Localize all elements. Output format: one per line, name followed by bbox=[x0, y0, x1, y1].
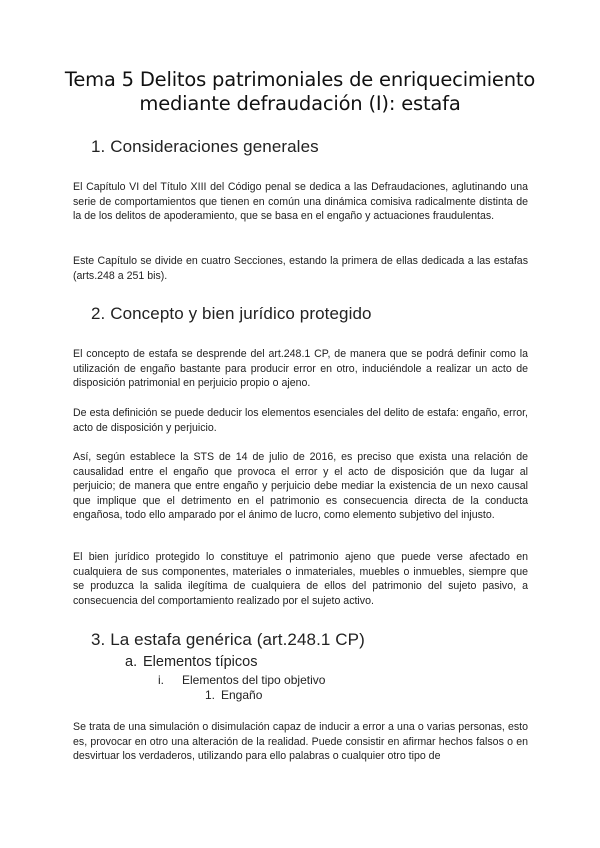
document-title bbox=[40, 68, 560, 116]
subsection-a bbox=[125, 653, 257, 671]
section-heading-3: 3. La estafa genérica (art.248.1 CP) bbox=[91, 630, 365, 649]
section-heading-1: 1. Consideraciones generales bbox=[91, 137, 319, 156]
paragraph: Este Capítulo se divide en cuatro Secciones, estando la primera de ellas dedicada a las estafas (arts.248 a 251 bis). bbox=[73, 255, 528, 282]
paragraph: El bien jurídico protegido lo constituye el patrimonio ajeno que puede verse afectado en cualquiera de sus componentes, materiales o inmateriales, muebles o inmuebles, siempre que se produzca la salida ilegítima de cualquiera de ellos del patrimonio del sujeto pasivo, a consecuencia del comportamiento realizado por el sujeto activo. bbox=[73, 551, 528, 607]
list-marker: i. bbox=[158, 673, 164, 687]
paragraph: De esta definición se puede deducir los elementos esenciales del delito de estafa: engaño, error, acto de disposición y perjuicio. bbox=[73, 407, 528, 434]
section-heading-2: 2. Concepto y bien jurídico protegido bbox=[91, 304, 372, 323]
paragraph: El concepto de estafa se desprende del art.248.1 CP, de manera que se podrá definir como la utilización de engaño bastante para producir error en otro, induciéndole a realizar un acto de disposición patrimonial en perjuicio propio o ajeno. bbox=[73, 348, 528, 390]
subsection-1 bbox=[205, 687, 262, 703]
subsection-1-label: Engaño bbox=[221, 688, 263, 702]
paragraph: Se trata de una simulación o disimulación capaz de inducir a error a una o varias personas, esto es, provocar en otro una alteración de la realidad. Puede consistir en afirmar hechos falsos o en desvirtuar los verdaderos, utilizando para ello palabras o cualquier otro tipo de bbox=[73, 721, 528, 763]
subsection-i-label: Elementos del tipo objetivo bbox=[182, 673, 326, 687]
subsection-a-label: Elementos típicos bbox=[143, 654, 258, 670]
subsection-i bbox=[158, 672, 325, 688]
paragraph: Así, según establece la STS de 14 de julio de 2016, es preciso que exista una relación de causalidad entre el engaño que provoca el error y el acto de disposición que da lugar al perjuicio; de manera que entre engaño y perjuicio debe mediar la existencia de un nexo causal que implique que el detrimento en el patrimonio es consecuencia directa de la conducta engañosa, todo ello amparado por el ánimo de lucro, como elemento subjetivo del injusto. bbox=[73, 451, 528, 522]
title-line-1: Tema 5 Delitos patrimoniales de enriquecimiento bbox=[64, 68, 536, 91]
list-marker: a. bbox=[125, 654, 138, 670]
title-line-2: mediante defraudación (I): estafa bbox=[139, 92, 461, 115]
list-marker: 1. bbox=[205, 688, 216, 702]
paragraph: El Capítulo VI del Título XIII del Código penal se dedica a las Defraudaciones, aglutinando una serie de comportamientos que tienen en común una dinámica comisiva radicalmente distinta de la de los delitos de apoderamiento, que se basa en el engaño y actuaciones fraudulentas. bbox=[73, 181, 528, 223]
